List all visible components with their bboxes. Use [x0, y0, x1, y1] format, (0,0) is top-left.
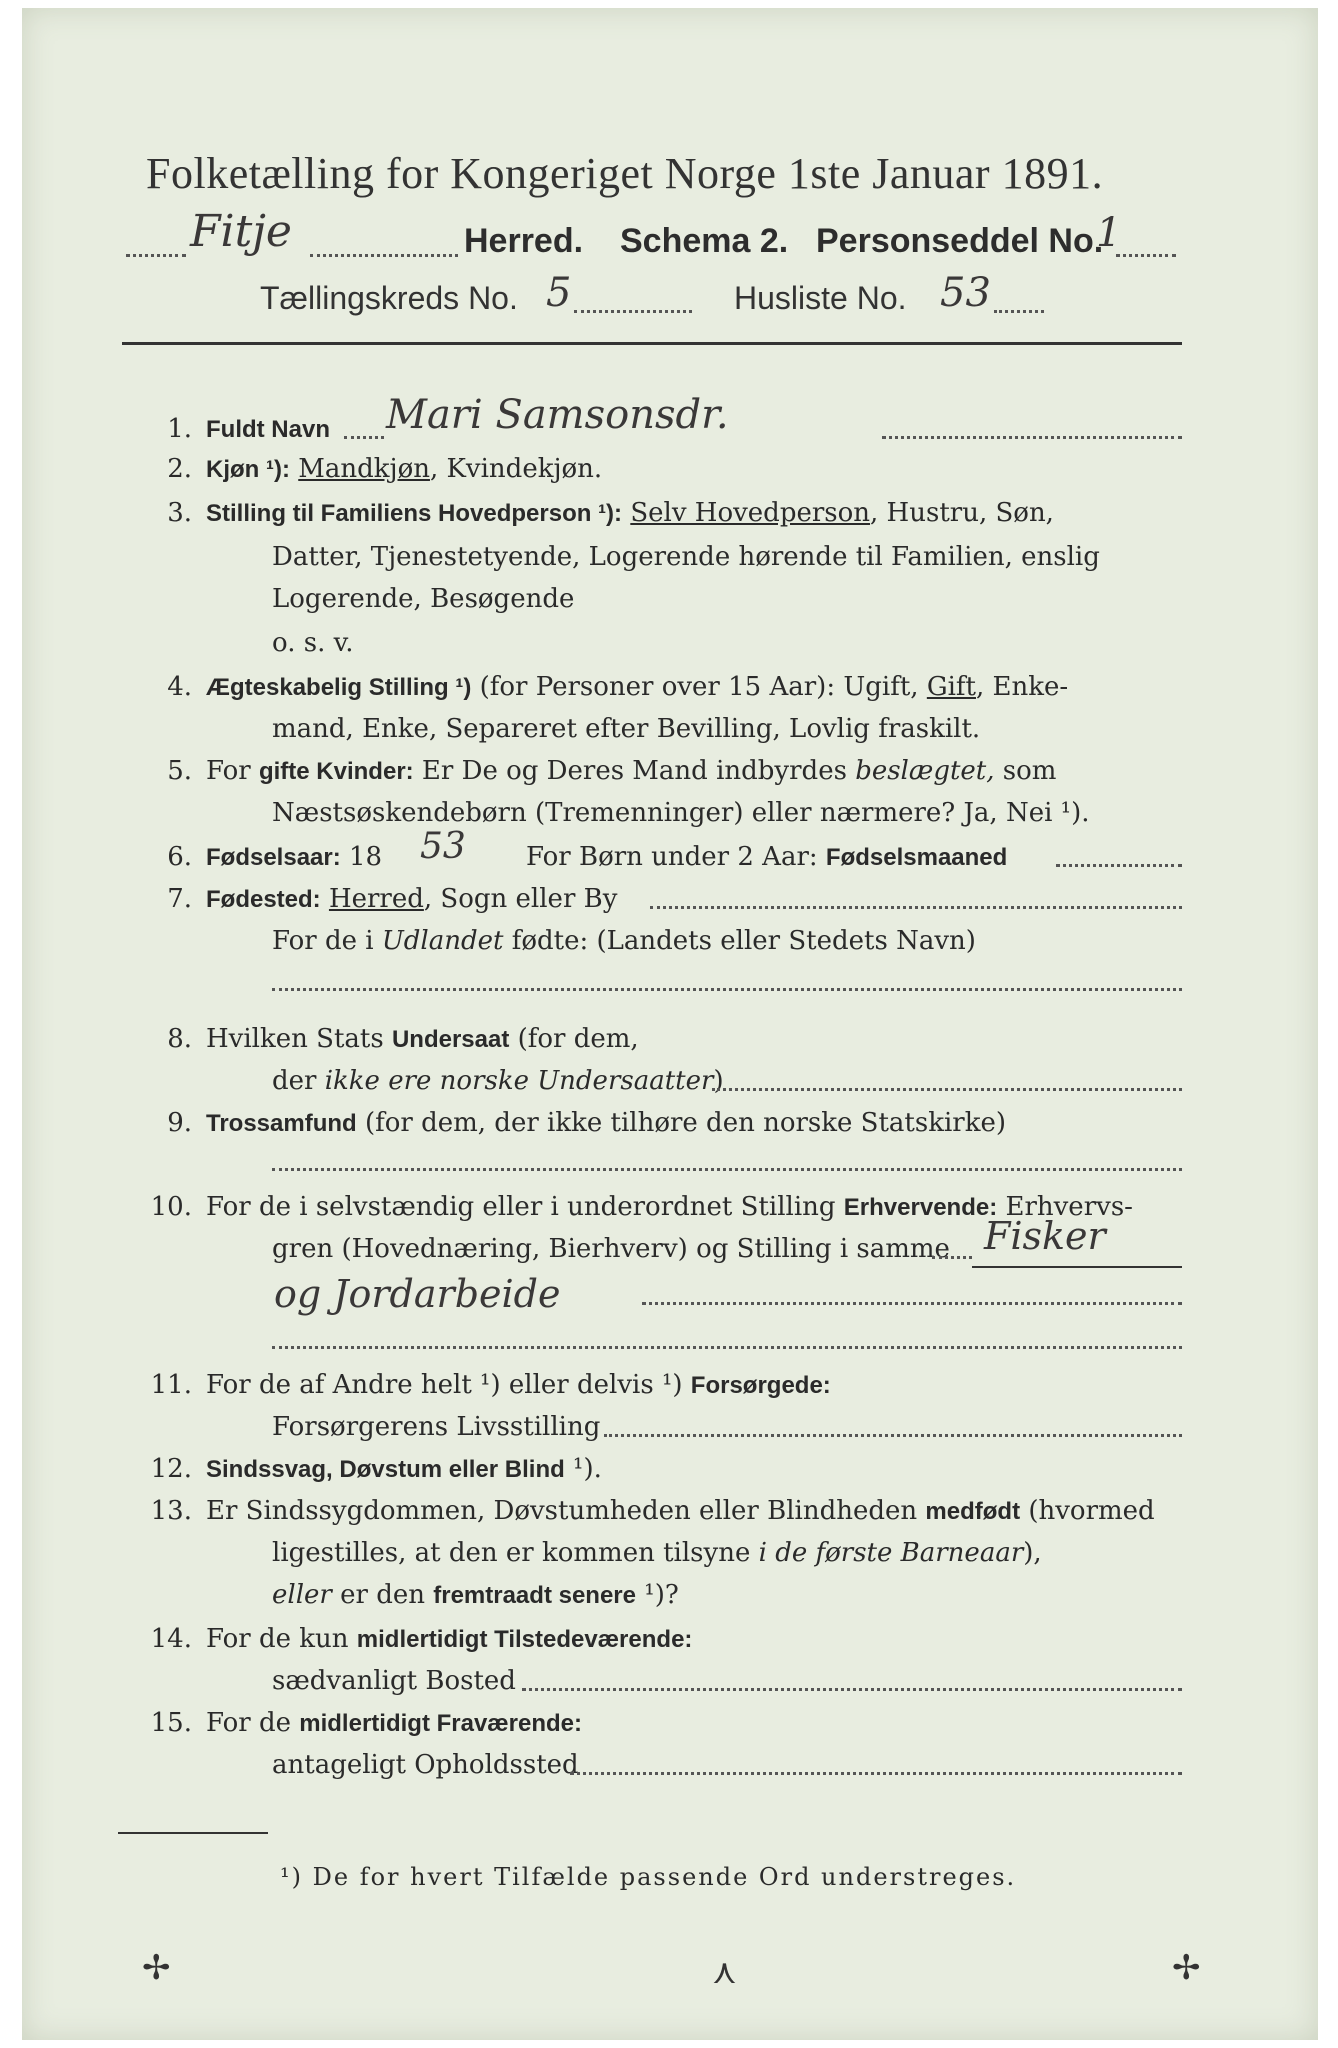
footnote: ¹) De for hvert Tilfælde passende Ord understreges. [280, 1863, 1017, 1891]
item-number-6: 6. [167, 842, 192, 872]
personseddel-dots [1116, 254, 1176, 257]
q13-b: (hvormed [1020, 1496, 1155, 1526]
q14-a: For de kun [206, 1624, 357, 1654]
q5-line2: Næstsøskendebørn (Tremenninger) eller nærmere? Ja, Nei ¹). [272, 798, 1090, 828]
q10-occupation-value-2: og Jordarbeide [274, 1272, 561, 1316]
q15-dots [570, 1772, 1182, 1775]
q1-label: Fuldt Navn [206, 416, 330, 443]
q14-dots [522, 1688, 1182, 1691]
q5-rest: Er De og Deres Mand indbyrdes [413, 756, 856, 786]
husliste-dots [994, 310, 1044, 313]
q7-dots-2 [272, 988, 1182, 991]
q6-rest: For Børn under 2 Aar: [526, 842, 826, 872]
q1-dots-b [882, 436, 1182, 439]
q7-option-herred: Herred [328, 884, 424, 914]
q10-label: Erhvervende: [843, 1194, 998, 1221]
item-number-2: 2. [167, 454, 192, 484]
q6-prefix: 18 [340, 842, 383, 872]
q9-rest: (for dem, der ikke tilhøre den norske Statskirke) [364, 1108, 1007, 1138]
q8-line2-a: der [272, 1066, 325, 1096]
personseddel-value: 1 [1096, 210, 1122, 256]
item-number-13: 13. [150, 1496, 192, 1526]
q11-dots [604, 1434, 1182, 1437]
q14-line2: sædvanligt Bosted [272, 1666, 516, 1696]
item-number-12: 12. [150, 1454, 192, 1484]
q3-line4: o. s. v. [272, 628, 354, 658]
item-number-1: 1. [167, 414, 192, 444]
q7-line2-italic: Udlandet [381, 926, 504, 956]
personseddel-label: Personseddel No. [816, 222, 1104, 260]
schema-label: Schema 2. [620, 222, 789, 260]
kreds-value: 5 [546, 270, 572, 316]
q7-line2-b: fødte: (Landets eller Stedets Navn) [503, 926, 976, 956]
q15-a: For de [206, 1708, 300, 1738]
q9-label: Trossamfund [206, 1110, 357, 1137]
item-number-9: 9. [167, 1108, 192, 1138]
q10-line2: gren (Hovednæring, Bierhverv) og Stilling i samme [272, 1234, 950, 1264]
q8-a: Hvilken Stats [206, 1024, 392, 1054]
item-number-5: 5. [167, 756, 192, 786]
q10-dots-c [272, 1346, 1182, 1349]
q3-option-selv-hovedperson: Selv Hovedperson [630, 498, 871, 528]
item-number-8: 8. [167, 1024, 192, 1054]
kreds-label: Tællingskreds No. [260, 280, 518, 316]
q10-dots-b [642, 1302, 1182, 1305]
q12-label: Sindssvag, Døvstum eller Blind [206, 1456, 565, 1483]
q13-line2-italic: i de første Barneaar [758, 1538, 1024, 1568]
registration-mark-right: ✢ [1172, 1948, 1201, 1988]
item-number-7: 7. [167, 884, 192, 914]
q7-label: Fødested: [206, 886, 321, 913]
q8-line2-italic: ikke ere norske Undersaatter [324, 1066, 714, 1096]
q13-a: Er Sindssygdommen, Døvstumheden eller Blindheden [206, 1496, 926, 1526]
q5-italic: beslægtet, [855, 756, 995, 786]
kreds-dots [574, 310, 692, 313]
q15-line2: antageligt Opholdssted [272, 1750, 579, 1780]
q8-line2-b: ) [713, 1066, 724, 1096]
footnote-rule [118, 1832, 268, 1834]
herred-label: Herred. [464, 222, 584, 260]
herred-dots-left [126, 254, 186, 257]
q5-pre: For [206, 756, 259, 786]
q3-line3: Logerende, Besøgende [272, 584, 575, 614]
q6-birthyear-value: 53 [420, 826, 466, 867]
q10-occupation-value-1: Fisker [984, 1214, 1106, 1258]
q3-label: Stilling til Familiens Hovedperson ¹): [206, 500, 623, 527]
form-title: Folketælling for Kongeriget Norge 1ste Januar 1891. [146, 149, 1104, 198]
q4-label: Ægteskabelig Stilling ¹) [206, 674, 472, 701]
q7-dots [650, 906, 1182, 909]
q13-line3-c: ¹)? [636, 1580, 679, 1610]
q13-line2-a: ligestilles, at den er kommen tilsyne [272, 1538, 759, 1568]
item-number-4: 4. [167, 672, 192, 702]
q7-rest: , Sogn eller By [423, 884, 618, 914]
q5-end: som [994, 756, 1057, 786]
q4-line2: mand, Enke, Separeret efter Bevilling, Lovlig fraskilt. [272, 714, 981, 744]
q13-line2-b: ), [1023, 1538, 1042, 1568]
q10-underline [972, 1266, 1182, 1268]
q11-label: Forsørgede: [690, 1372, 831, 1399]
header-divider [122, 342, 1182, 345]
q15-label: midlertidigt Fraværende: [299, 1710, 582, 1737]
registration-mark-left: ✢ [142, 1948, 171, 1988]
q14-label: midlertidigt Tilstedeværende: [356, 1626, 693, 1653]
item-number-14: 14. [150, 1624, 192, 1654]
q11-a: For de af Andre helt ¹) eller delvis ¹) [206, 1370, 691, 1400]
census-form-sheet: Folketælling for Kongeriget Norge 1ste Januar 1891. Fitje Herred. Schema 2. Personseddel No. 1 Tællingskreds No. 5 Husliste No. 53 1. Fuldt Navn Mari Samsonsdr. 2. Kjøn ¹): Mandkjøn, Kvindekjøn. 3. Stilling til Familiens Hovedperson ¹): Selv Hovedperson, Hustru, Søn, Datter, Tjenestetyende, Logerende hørende til Familien, enslig Logerende, Besøgende o. s. v. 4. Ægteskabelig Stilling ¹) (for Personer over 15 Aar): Ugift, Gift, Enke- mand, Enke, Separeret efter Bevilling, Lovlig fraskilt. 5. For gifte Kvinder: Er De og Deres Mand indbyrdes beslægtet, som Næstsøskendebørn (Tremenninger) eller nærmere? Ja, Nei ¹). 6. Fødselsaar: 18 53 For Børn under 2 Aar: Fødselsmaaned 7. Fødested: Herred, Sogn eller By For de i Udlandet fødte: (Landets eller Stedets Navn) 8. Hvilken Stats Undersaat (for dem, der ikke ere norske Undersaatter) 9. Trossamfund (for dem, der ikke tilhøre den norske Statskirke) 10. For de i selvstændig eller i underordnet Stilling Erhvervende: Erhvervs- gren (Hovednæring, Bierhverv) og Stilling i samme Fisker og Jordarbeide 11. For de af Andre helt ¹) eller delvis ¹) Forsørgede: Forsørgerens Livsstilling 12. Sindssvag, Døvstum eller Blind ¹). 13. Er Sindssygdommen, Døvstumheden eller Blindheden medfødt (hvormed ligestilles, at den er kommen tilsyne i de første Barneaar), eller er den fremtraadt senere ¹)? 14. For de kun midlertidigt Tilstedeværende: sædvanligt Bosted 15. For de midlertidigt Fraværende: antageligt Opholdssted ¹) De for hvert Tilfælde passende Ord understreges. ✢ ⋏ ✢ [22, 8, 1318, 2040]
registration-mark-center: ⋏ [712, 1952, 737, 1992]
item-number-10: 10. [150, 1192, 192, 1222]
q6-label2: Fødselsmaaned [825, 844, 1008, 871]
herred-value: Fitje [190, 206, 292, 257]
q4-rest: (for Personer over 15 Aar): Ugift, [479, 672, 927, 702]
item-number-11: 11. [150, 1370, 192, 1400]
q5-label: gifte Kvinder: [258, 758, 414, 785]
husliste-value: 53 [940, 270, 991, 316]
q3-line2: Datter, Tjenestetyende, Logerende hørende til Familien, enslig [272, 542, 1100, 572]
q12-rest: ¹). [564, 1454, 602, 1484]
q7-line2-a: For de i [272, 926, 382, 956]
q6-dots [1056, 864, 1182, 867]
q2-label: Kjøn ¹): [206, 456, 290, 483]
herred-dots-right [310, 254, 458, 257]
q8-b: (for dem, [509, 1024, 639, 1054]
q13-label: medfødt [925, 1498, 1021, 1525]
q2-option-mandkjon: Mandkjøn [298, 454, 430, 484]
q6-label: Fødselsaar: [206, 844, 341, 871]
q11-line2: Forsørgerens Livsstilling [272, 1412, 601, 1442]
q8-dots [712, 1088, 1182, 1091]
q1-name-value: Mari Samsonsdr. [386, 392, 729, 438]
q2-option-kvindekjon: Kvindekjøn. [446, 454, 603, 484]
q13-line3-italic: eller [272, 1580, 332, 1610]
q4-enke: , Enke- [975, 672, 1069, 702]
q1-dots-a [344, 436, 384, 439]
q3-rest: , Hustru, Søn, [870, 498, 1054, 528]
husliste-label: Husliste No. [734, 280, 907, 316]
q10-dots-a [932, 1256, 972, 1259]
q10-a: For de i selvstændig eller i underordnet Stilling [206, 1192, 844, 1222]
item-number-15: 15. [150, 1708, 192, 1738]
q13-line3-a: er den [331, 1580, 434, 1610]
q9-dots [272, 1168, 1182, 1171]
q10-b: Erhvervs- [997, 1192, 1133, 1222]
q13-line3-bold: fremtraadt senere [433, 1582, 636, 1609]
q4-option-gift: Gift [926, 672, 976, 702]
q8-label: Undersaat [391, 1026, 510, 1053]
item-number-3: 3. [167, 498, 192, 528]
